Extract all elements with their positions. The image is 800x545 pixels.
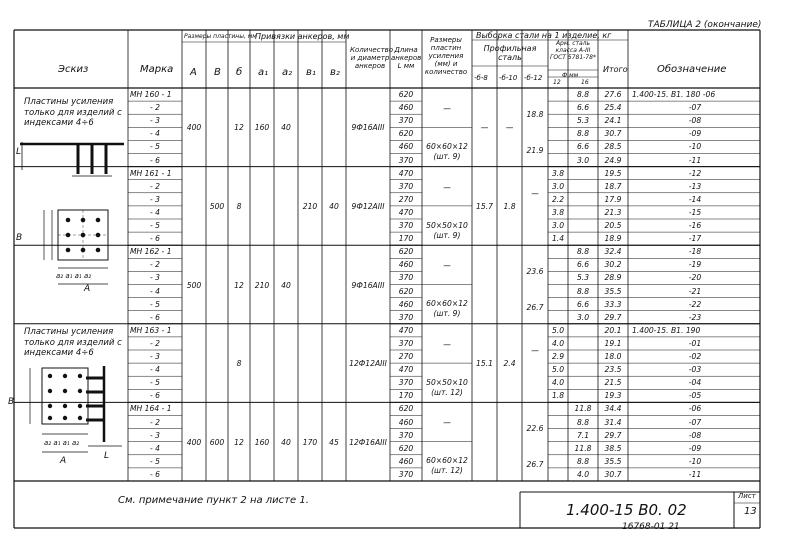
row-mark: - 5 — [150, 378, 160, 388]
row-total: 27.6 — [604, 90, 622, 99]
row-mark: - 4 — [150, 286, 160, 296]
group-steel-10: 1.8 — [503, 201, 516, 211]
row-anchor-length: 620 — [398, 90, 414, 99]
row-designation: -08 — [688, 116, 702, 126]
row-designation: -17 — [688, 234, 702, 244]
row-rebar-16: 6.6 — [576, 142, 590, 152]
group-b2: 45 — [329, 437, 339, 447]
header-anchor-qty: Количество и диаметр анкеров — [350, 46, 394, 71]
row-rebar-12: 2.9 — [551, 352, 565, 361]
group-b: 12 — [234, 123, 244, 133]
row-designation: -15 — [688, 207, 702, 217]
row-rebar-12: 3.8 — [551, 207, 565, 217]
row-mark: - 2 — [150, 181, 160, 191]
sketch-side-view-1 — [12, 130, 127, 180]
header-d12: -б-12 — [524, 74, 543, 82]
row-designation: -14 — [688, 194, 702, 204]
row-rebar-16: 8.8 — [576, 286, 590, 296]
row-anchor-length: 460 — [398, 260, 414, 270]
row-anchor-length: 270 — [398, 352, 414, 361]
row-anchor-length: 460 — [398, 103, 414, 113]
row-total: 18.0 — [604, 352, 622, 361]
row-total: 31.4 — [604, 417, 622, 427]
doc-code: 1.400-15 В0. 02 — [566, 501, 687, 519]
sketch-dim-L-2: L — [104, 451, 110, 461]
header-anchor-ties: Привязки анкеров, мм — [255, 32, 350, 41]
group-steel-10: 2.4 — [503, 359, 516, 369]
row-mark: - 6 — [150, 155, 160, 165]
row-total: 38.5 — [604, 443, 622, 453]
row-designation: 1.400-15. В1. 180 -06 — [632, 90, 716, 99]
row-rebar-12: 2.2 — [551, 194, 565, 204]
row-total: 30.7 — [604, 129, 622, 139]
row-rebar-16: 3.0 — [576, 155, 590, 165]
group-anchors: 12Ф16АIII — [349, 437, 387, 447]
row-rebar-16: 5.3 — [576, 116, 590, 126]
header-d10: -б-10 — [499, 74, 518, 82]
row-mark: - 5 — [150, 299, 160, 309]
sketch-dim-a: а₂ а₁ а₁ а₂ — [56, 272, 92, 280]
row-mark: - 4 — [150, 365, 160, 375]
sketch-dim-L: L — [16, 147, 22, 157]
row-anchor-length: 470 — [398, 207, 414, 217]
group-plates-size: 60×60×12 — [426, 142, 468, 152]
footer-note: См. примечание пункт 2 на листе 1. — [118, 495, 309, 506]
group-a2: 40 — [281, 437, 291, 447]
row-total: 20.1 — [604, 325, 622, 335]
row-anchor-length: 170 — [398, 234, 414, 244]
row-rebar-12: 4.0 — [551, 378, 565, 388]
group-A: 500 — [186, 280, 202, 290]
row-mark: - 2 — [150, 338, 160, 348]
row-rebar-16: 8.8 — [576, 129, 590, 139]
row-rebar-16: 5.3 — [576, 273, 590, 283]
group-steel-12-a: 22.6 — [526, 424, 544, 434]
row-mark: - 5 — [150, 142, 160, 152]
row-total: 17.9 — [604, 194, 622, 204]
sketch-dim-A-2: А — [60, 456, 67, 466]
group-plates-qty: (шт. 9) — [433, 230, 461, 240]
group-A: 400 — [186, 437, 202, 447]
row-total: 21.3 — [604, 207, 622, 217]
row-anchor-length: 370 — [398, 116, 414, 126]
group-steel-12-a: 23.6 — [526, 267, 544, 277]
header-steel-sample: Выборка стали на 1 изделие, кг — [476, 31, 612, 40]
row-total: 19.3 — [604, 391, 622, 401]
header-anchor-len: Длина анкеров L мм — [391, 46, 422, 71]
header-b1: в₁ — [306, 67, 316, 78]
header-sketch: Эскиз — [58, 64, 89, 75]
row-designation: -19 — [688, 260, 702, 270]
row-designation: -18 — [688, 247, 702, 257]
group-steel-12-b: 26.7 — [526, 460, 544, 470]
row-designation: -09 — [688, 443, 702, 453]
row-anchor-length: 460 — [398, 456, 414, 466]
row-designation: -02 — [688, 352, 702, 361]
row-anchor-length: 620 — [398, 286, 414, 296]
sheet-number: 13 — [744, 506, 757, 517]
header-d16-rebar: 16 — [581, 79, 589, 86]
row-anchor-length: 620 — [398, 443, 414, 453]
row-designation: -22 — [688, 299, 702, 309]
row-mark: МН 161 - 1 — [130, 168, 172, 178]
row-total: 18.7 — [604, 181, 622, 191]
row-mark: - 5 — [150, 221, 160, 230]
header-diam: Ф мм — [562, 72, 579, 79]
row-designation: -05 — [688, 391, 702, 401]
group-A: 400 — [186, 123, 202, 133]
row-designation: -21 — [688, 286, 702, 296]
row-total: 35.5 — [604, 456, 622, 466]
row-anchor-length: 370 — [398, 273, 414, 283]
row-designation: -08 — [688, 430, 702, 440]
group-b: 8 — [236, 359, 242, 369]
row-rebar-16: 6.6 — [576, 299, 590, 309]
header-mark: Марка — [140, 64, 174, 75]
row-designation: -10 — [688, 456, 702, 466]
row-total: 33.3 — [604, 299, 622, 309]
row-total: 24.9 — [604, 155, 622, 165]
row-anchor-length: 620 — [398, 129, 414, 139]
row-designation: -11 — [688, 469, 702, 479]
row-rebar-12: 5.0 — [551, 365, 565, 375]
row-mark: - 6 — [150, 234, 160, 244]
row-designation: 1.400-15. В1. 190 — [632, 325, 701, 335]
row-total: 32.4 — [604, 247, 622, 257]
header-a2: a₂ — [282, 67, 293, 78]
group-plates-qty: (шт. 12) — [431, 466, 463, 476]
row-mark: - 6 — [150, 391, 160, 401]
row-anchor-length: 370 — [398, 312, 414, 322]
row-rebar-12: 1.4 — [551, 234, 565, 244]
row-designation: -11 — [688, 155, 702, 165]
row-total: 19.1 — [604, 338, 622, 348]
row-mark: - 3 — [150, 430, 160, 440]
group-b1: 170 — [302, 437, 318, 447]
row-anchor-length: 470 — [398, 325, 414, 335]
header-B: В — [214, 67, 221, 78]
group-B: 500 — [209, 201, 225, 211]
group-a2: 40 — [281, 280, 291, 290]
group-anchors: 12Ф12АIII — [349, 359, 387, 369]
row-total: 25.4 — [604, 103, 622, 113]
sheet-label: Лист — [738, 492, 756, 500]
group-a2: 40 — [281, 123, 291, 133]
group-plates-size: 50×50×10 — [426, 377, 468, 387]
row-designation: -10 — [688, 142, 702, 152]
row-rebar-16: 7.1 — [576, 430, 590, 440]
sketch-dim-B: В — [16, 233, 23, 243]
header-plate-dims: Размеры пластины, мм — [184, 33, 257, 40]
header-A: А — [190, 67, 197, 78]
row-mark: - 2 — [150, 417, 160, 427]
row-designation: -04 — [688, 378, 702, 388]
row-designation: -03 — [688, 365, 702, 375]
group-plates-size: 50×50×10 — [426, 220, 468, 230]
group-plates-none: — — [443, 182, 451, 192]
row-mark: - 4 — [150, 129, 160, 139]
row-designation: -07 — [688, 417, 702, 427]
row-mark: МН 160 - 1 — [130, 90, 172, 99]
row-anchor-length: 470 — [398, 168, 414, 178]
row-total: 28.5 — [604, 142, 622, 152]
row-mark: МН 163 - 1 — [130, 325, 172, 335]
row-mark: - 5 — [150, 456, 160, 466]
row-designation: -20 — [688, 273, 702, 283]
row-rebar-16: 11.8 — [574, 443, 592, 453]
row-rebar-12: 3.0 — [551, 181, 565, 191]
row-anchor-length: 370 — [398, 378, 414, 388]
group-plates-none: — — [443, 339, 451, 349]
table-caption: ТАБЛИЦА 2 (окончание) — [648, 20, 762, 30]
group-a1: 160 — [254, 123, 270, 133]
sketch-plan-view-2 — [12, 362, 130, 470]
row-rebar-16: 6.6 — [576, 260, 590, 270]
group-steel-12-a: — — [531, 188, 539, 198]
group-steel-8: 15.1 — [476, 359, 493, 369]
row-total: 28.9 — [604, 273, 622, 283]
row-anchor-length: 270 — [398, 194, 414, 204]
row-total: 35.5 — [604, 286, 622, 296]
group-steel-12-b: 21.9 — [526, 146, 544, 156]
group-plates-qty: (шт. 12) — [431, 387, 463, 397]
row-anchor-length: 460 — [398, 299, 414, 309]
row-designation: -13 — [688, 181, 702, 191]
group-plates-size: 60×60×12 — [426, 299, 468, 309]
header-b2: в₂ — [330, 67, 340, 78]
row-mark: - 3 — [150, 352, 160, 361]
row-total: 29.7 — [604, 312, 622, 322]
row-rebar-16: 8.8 — [576, 247, 590, 257]
group-a1: 160 — [254, 437, 270, 447]
row-mark: - 2 — [150, 103, 160, 113]
group-b2: 40 — [329, 201, 339, 211]
header-plate-sizes: Размеры пластин усиления (мм) и количество — [424, 36, 468, 77]
row-total: 24.1 — [604, 116, 622, 126]
row-designation: -07 — [688, 103, 702, 113]
row-anchor-length: 370 — [398, 469, 414, 479]
row-anchor-length: 620 — [398, 404, 414, 414]
row-rebar-16: 11.8 — [574, 404, 592, 414]
row-total: 30.7 — [604, 469, 622, 479]
row-mark: МН 164 - 1 — [130, 404, 172, 414]
group-B: 600 — [209, 437, 225, 447]
group-anchors: 9Ф16АIII — [351, 123, 385, 133]
row-anchor-length: 370 — [398, 338, 414, 348]
row-mark: - 4 — [150, 207, 160, 217]
sketch-dim-A: А — [84, 284, 91, 294]
row-mark: - 3 — [150, 273, 160, 283]
group-plates-qty: (шт. 9) — [433, 309, 461, 319]
row-rebar-16: 8.8 — [576, 456, 590, 466]
group-steel-12-a: — — [531, 345, 539, 355]
header-d12-rebar: 12 — [553, 79, 561, 86]
group-anchors: 9Ф16АIII — [351, 280, 385, 290]
group-plates-none: — — [443, 104, 451, 114]
group-b: 12 — [234, 280, 244, 290]
group-plates-none: — — [443, 261, 451, 271]
row-anchor-length: 620 — [398, 247, 414, 257]
header-profile-steel: Профильная сталь — [483, 44, 537, 63]
row-rebar-16: 8.8 — [576, 90, 590, 99]
row-total: 30.2 — [604, 260, 622, 270]
row-total: 20.5 — [604, 221, 622, 230]
sketch-note-2: Пластины усиления только для изделий с индексами 4÷6 — [24, 327, 122, 359]
group-b: 12 — [234, 437, 244, 447]
group-b: 8 — [236, 201, 242, 211]
group-b1: 210 — [302, 201, 318, 211]
group-a1: 210 — [254, 280, 270, 290]
row-mark: - 6 — [150, 312, 160, 322]
sketch-dim-a-2: а₂ а₁ а₁ а₂ — [44, 439, 80, 447]
row-rebar-16: 6.6 — [576, 103, 590, 113]
sketch-dim-B-2: В — [8, 397, 15, 407]
row-designation: -09 — [688, 129, 702, 139]
row-anchor-length: 370 — [398, 430, 414, 440]
row-rebar-12: 4.0 — [551, 338, 565, 348]
row-anchor-length: 470 — [398, 365, 414, 375]
row-designation: -23 — [688, 312, 702, 322]
header-rebar-steel: Арм. сталь класса А-III ГОСТ 5781-78* — [550, 40, 596, 61]
group-plates-size: 60×60×12 — [426, 456, 468, 466]
row-rebar-16: 8.8 — [576, 417, 590, 427]
group-steel-8: — — [480, 123, 489, 133]
row-mark: - 4 — [150, 443, 160, 453]
group-plates-none: — — [443, 418, 451, 428]
group-steel-8: 15.7 — [476, 201, 493, 211]
header-a1: a₁ — [258, 67, 269, 78]
row-total: 19.5 — [604, 168, 622, 178]
row-anchor-length: 460 — [398, 142, 414, 152]
row-mark: МН 162 - 1 — [130, 247, 172, 257]
row-mark: - 6 — [150, 469, 160, 479]
row-designation: -16 — [688, 221, 702, 230]
row-designation: -12 — [688, 168, 702, 178]
row-rebar-12: 3.0 — [551, 221, 565, 230]
header-b: б — [236, 67, 243, 78]
header-d8: -б-8 — [474, 74, 488, 82]
row-anchor-length: 460 — [398, 417, 414, 427]
row-anchor-length: 370 — [398, 221, 414, 230]
row-rebar-12: 1.8 — [551, 391, 565, 401]
group-steel-10: — — [505, 123, 514, 133]
row-mark: - 2 — [150, 260, 160, 270]
row-mark: - 3 — [150, 194, 160, 204]
row-designation: -06 — [688, 404, 702, 414]
sketch-note-1: Пластины усиления только для изделий с индексами 4÷6 — [24, 97, 122, 129]
group-anchors: 9Ф12АIII — [351, 201, 385, 211]
group-steel-12-b: 26.7 — [526, 303, 544, 313]
archive-number: 16768-01 21 — [622, 522, 680, 532]
row-designation: -01 — [688, 338, 702, 348]
group-steel-12-a: 18.8 — [526, 110, 544, 120]
row-rebar-16: 3.0 — [576, 312, 590, 322]
row-total: 29.7 — [604, 430, 622, 440]
header-designation: Обозначение — [657, 64, 727, 75]
row-anchor-length: 370 — [398, 155, 414, 165]
row-mark: - 3 — [150, 116, 160, 126]
row-rebar-16: 4.0 — [576, 469, 590, 479]
row-total: 21.5 — [604, 378, 622, 388]
row-rebar-12: 3.8 — [551, 168, 565, 178]
header-total: Итого — [603, 65, 628, 74]
row-rebar-12: 5.0 — [551, 325, 565, 335]
row-total: 23.5 — [604, 365, 622, 375]
row-total: 18.9 — [604, 234, 622, 244]
row-anchor-length: 370 — [398, 181, 414, 191]
row-total: 34.4 — [604, 404, 622, 414]
row-anchor-length: 170 — [398, 391, 414, 401]
group-plates-qty: (шт. 9) — [433, 152, 461, 162]
